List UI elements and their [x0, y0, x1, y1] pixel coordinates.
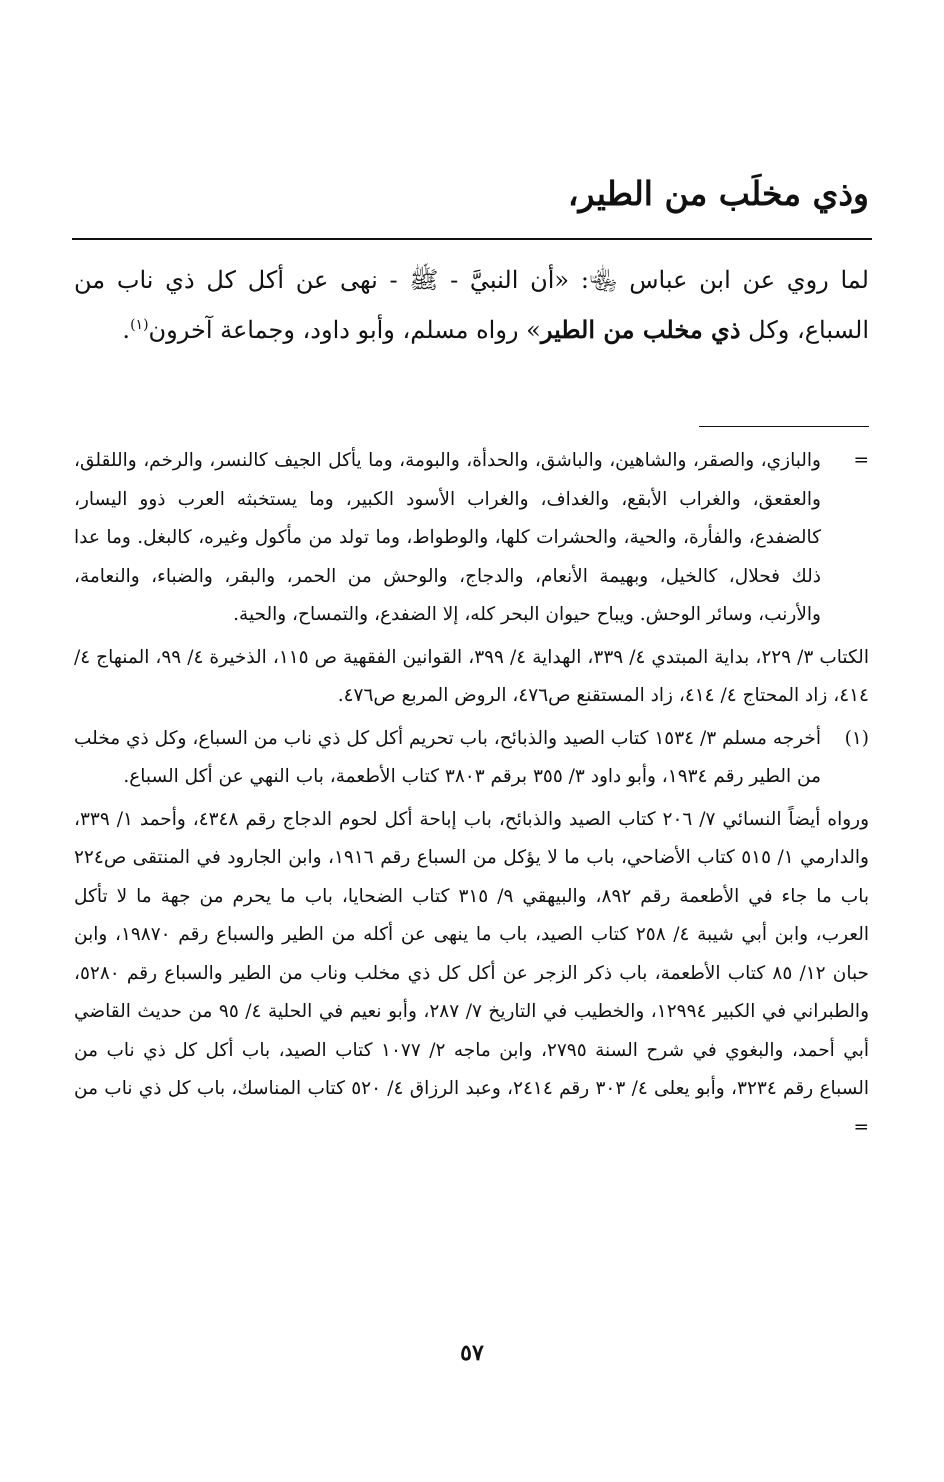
section-heading: وذي مخلَب من الطير، [567, 174, 869, 213]
references-text: الكتاب ٣/ ٢٢٩، بداية المبتدي ٤/ ٣٣٩، الهداية ٤/ ٣٩٩، القوانين الفقهية ص ١١٥، الذخيرة ٤/ ٩٩، المنهاج ٤/ ٤١٤، زاد المحتاج ٤/ ٤١٤، زاد المستقنع ص٤٧٦، الروض المربع ص٤٧٦. [74, 646, 869, 706]
footnote-1-text: أخرجه مسلم ٣/ ١٥٣٤ كتاب الصيد والذبائح، باب تحريم أكل كل ذي ناب من السباع، وكل ذي مخلب من الطير رقم ١٩٣٤، وأبو داود ٣/ ٣٥٥ برقم ٣٨٠٣ كتاب الأطعمة، باب النهي عن أكل السباع. [74, 727, 821, 787]
footnote-1 [74, 720, 869, 797]
footnote-reference[interactable]: (١) [130, 317, 149, 333]
footnote-1-marker: (١) [844, 727, 869, 749]
main-text-part1: لما روي عن ابن عباس ﵄: «أن النبيَّ - ﷺ - نهى عن أكل كل ذي ناب من السباع، وكل [74, 266, 869, 344]
top-rule [72, 238, 872, 240]
main-text-bold: ذي مخلب من الطير [540, 315, 741, 344]
main-text-tail: . [122, 316, 131, 344]
continuation-text: والبازي، والصقر، والشاهين، والباشق، والحدأة، والبومة، وما يأكل الجيف كالنسر، والرخم، واللقلق، والعقعق، والغراب الأبقع، والغداف، والغراب الأسود الكبير، وما يستخبثه العرب ذوو اليسار، كالضفدع، والفأرة، والحية، والحشرات كلها، والوطواط، وما تولد من مأكول وغيره، كالبغل. وما عدا ذلك فحلال، كالخيل، وبهيمة الأنعام، والدجاج، والوحش من الحمر، والبقر، والضباء، والنعامة، والأرنب، وسائر الوحش. ويباح حيوان البحر كله، إلا الضفدع، والتمساح، والحية. [74, 450, 821, 625]
footnote-1-continuation: ورواه أيضاً النسائي ٧/ ٢٠٦ كتاب الصيد والذبائح، باب إباحة أكل لحوم الدجاج رقم ٤٣٤٨، وأحمد ١/ ٣٣٩، والدارمي ١/ ٥١٥ كتاب الأضاحي، باب ما لا يؤكل من السباع رقم ١٩١٦، وابن الجارود في المنتقى ص٢٢٤ باب ما جاء في الأطعمة رقم ٨٩٢، والبيهقي ٩/ ٣١٥ كتاب الضحايا، باب ما يحرم من جهة ما لا تأكل العرب، وابن أبي شيبة ٤/ ٢٥٨ كتاب الصيد، باب ما ينهى عن أكله من الطير والسباع رقم ١٩٨٧٠، وابن حبان ١٢/ ٨٥ كتاب الأطعمة، باب ذكر الزجر عن أكل كل ذي مخلب وناب من الطير والسباع رقم ٥٢٨٠، والطبراني في الكبير ١٢٩٩٤، والخطيب في التاريخ ٧/ ٢٨٧، وأبو نعيم في الحلية ٤/ ٩٥ من حديث القاضي أبي أحمد، والبغوي في شرح السنة ٢٧٩٥، وابن ماجه ٢/ ١٠٧٧ كتاب الصيد، باب أكل كل ذي ناب من السباع رقم ٣٢٣٤، وأبو يعلى ٤/ ٣٠٣ رقم ٢٤١٤، وعبد الرزاق ٤/ ٥٢٠ كتاب المناسك، باب كل ذي ناب من = [74, 808, 870, 1138]
footnote-separator [699, 426, 869, 427]
page-number: ٥٧ [460, 1340, 484, 1366]
main-paragraph [74, 258, 869, 353]
main-text-part2: » رواه مسلم، وأبو داود، وجماعة آخرون [148, 316, 541, 344]
continuation-marker: = [853, 450, 869, 471]
footnotes [74, 442, 869, 1151]
footnote-continuation [74, 442, 869, 635]
